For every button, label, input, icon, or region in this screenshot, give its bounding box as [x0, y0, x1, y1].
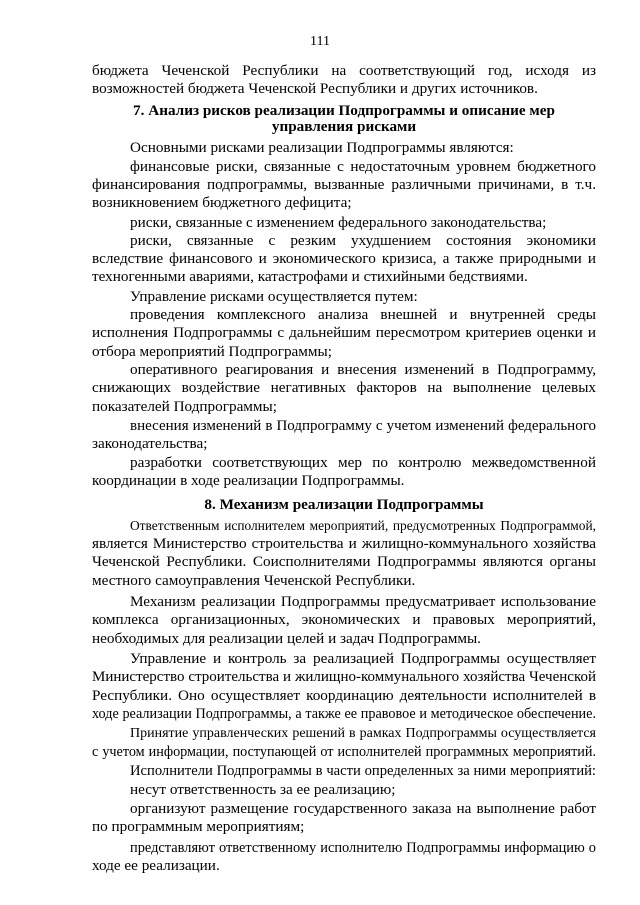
- paragraph-line: местного самоуправления Чеченской Республики.: [92, 572, 416, 589]
- paragraph-line: техногенными авариями, катастрофами и стихийными бедствиями.: [92, 268, 528, 285]
- paragraph-line: Управление и контроль за реализацией Подпрограммы осуществляет: [130, 650, 596, 667]
- paragraph-line: с учетом информации, поступающей от исполнителей программных мероприятий.: [92, 744, 596, 760]
- paragraph-line: Чеченской Республики. Соисполнителями Подпрограммы являются органы: [92, 553, 596, 570]
- paragraph-line: ходе реализации Подпрограммы, а также ее правовое и методическое обеспечение.: [92, 706, 596, 722]
- paragraph-line: бюджета Чеченской Республики на соответствующий год, исходя из: [92, 62, 596, 79]
- paragraph-line: Управление рисками осуществляется путем:: [130, 288, 418, 305]
- paragraph-line: координации в ходе реализации Подпрограммы.: [92, 472, 405, 489]
- paragraph-line: возникновением бюджетного дефицита;: [92, 194, 352, 211]
- paragraph-line: законодательства;: [92, 435, 208, 452]
- paragraph-line: является Министерство строительства и жилищно-коммунального хозяйства: [92, 535, 596, 552]
- paragraph-line: отбора мероприятий Подпрограммы;: [92, 343, 332, 360]
- paragraph-line: организуют размещение государственного заказа на выполнение работ: [130, 800, 596, 817]
- section-heading: 8. Механизм реализации Подпрограммы: [204, 496, 484, 513]
- paragraph-line: проведения комплексного анализа внешней и внутренней среды: [130, 306, 596, 323]
- paragraph-line: Основными рисками реализации Подпрограммы являются:: [130, 139, 514, 156]
- paragraph-line: исполнения Подпрограммы с дальнейшим пересмотром критериев оценки и: [92, 324, 596, 341]
- paragraph-line: финансирования подпрограммы, вызванные различными причинами, в т.ч.: [92, 176, 596, 193]
- page-number: 111: [310, 34, 330, 49]
- paragraph-line: оперативного реагирования и внесения изменений в Подпрограмму,: [130, 361, 596, 378]
- paragraph-line: риски, связанные с резким ухудшением состояния экономики: [130, 232, 596, 249]
- paragraph-line: возможностей бюджета Чеченской Республики и других источников.: [92, 80, 538, 97]
- paragraph-line: ходе ее реализации.: [92, 857, 220, 874]
- section-heading: управления рисками: [271, 118, 417, 135]
- paragraph-line: Механизм реализации Подпрограммы предусматривает использование: [130, 593, 596, 610]
- paragraph-line: риски, связанные с изменением федерального законодательства;: [130, 214, 547, 231]
- paragraph-line: Исполнители Подпрограммы в части определенных за ними мероприятий:: [130, 763, 596, 779]
- paragraph-line: комплекса организационных, экономических и правовых мероприятий,: [92, 611, 596, 628]
- paragraph-line: снижающих воздействие негативных факторов на выполнение целевых: [92, 379, 596, 396]
- paragraph-line: Республики. Оно осуществляет координацию деятельности исполнителей в: [92, 687, 596, 704]
- paragraph-line: вследствие финансового и экономического кризиса, а также природными и: [92, 250, 596, 267]
- paragraph-line: показателей Подпрограммы;: [92, 398, 277, 415]
- paragraph-line: Принятие управленческих решений в рамках Подпрограммы осуществляется: [130, 726, 596, 741]
- section-heading: 7. Анализ рисков реализации Подпрограммы и описание мер: [133, 102, 555, 119]
- paragraph-line: финансовые риски, связанные с недостаточным уровнем бюджетного: [130, 158, 596, 175]
- paragraph-line: внесения изменений в Подпрограмму с учетом изменений федерального: [130, 418, 596, 434]
- paragraph-line: Министерство строительства и жилищно-коммунального хозяйства Чеченской: [92, 669, 596, 685]
- paragraph-line: по программным мероприятиям;: [92, 818, 305, 835]
- paragraph-line: Ответственным исполнителем мероприятий, предусмотренных Подпрограммой,: [130, 518, 596, 533]
- paragraph-line: представляют ответственному исполнителю Подпрограммы информацию о: [130, 840, 596, 856]
- paragraph-line: необходимых для реализации целей и задач Подпрограммы.: [92, 630, 481, 647]
- paragraph-line: несут ответственность за ее реализацию;: [130, 781, 396, 798]
- paragraph-line: разработки соответствующих мер по контролю межведомственной: [130, 454, 596, 471]
